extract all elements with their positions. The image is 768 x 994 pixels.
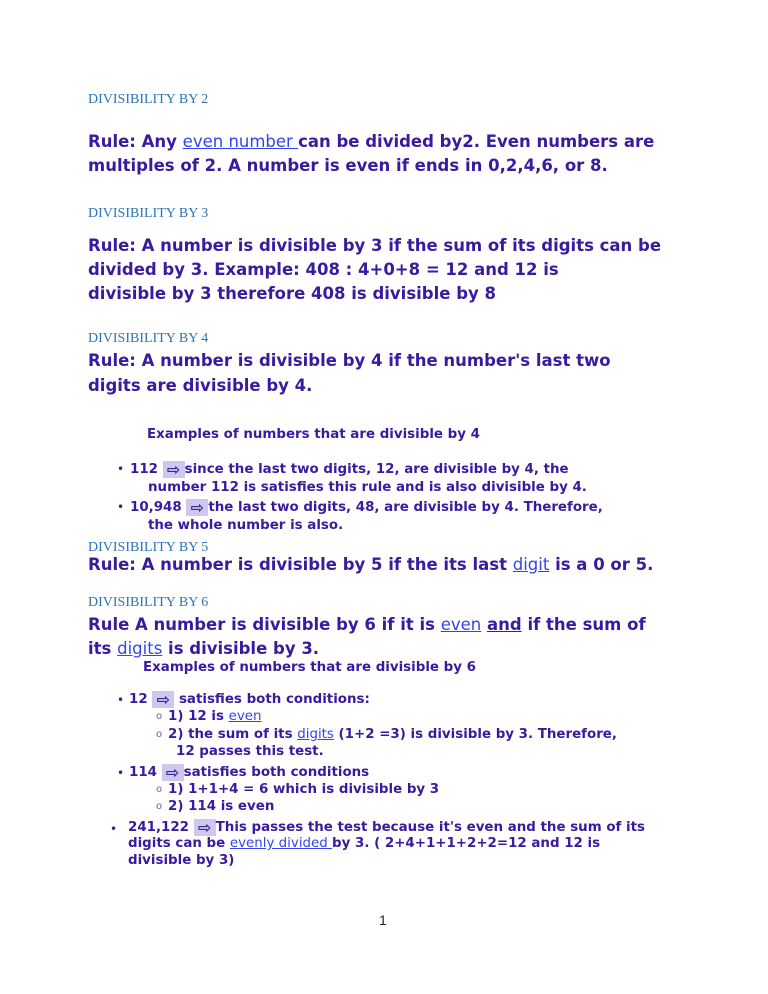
text: 1) 12 is <box>168 709 229 724</box>
rule-3-line-3: divisible by 3 therefore 408 is divisible by 8 <box>88 284 496 303</box>
text: is divisible by 3. <box>162 639 320 658</box>
bullet-icon: • <box>117 500 125 514</box>
text: can be divided by2. Even numbers are <box>298 132 655 151</box>
rule-5 <box>88 555 653 574</box>
heading-div-3: DIVISIBILITY BY 3 <box>88 206 209 221</box>
text: satisfies both conditions: <box>174 692 370 707</box>
arrow-icon: ⇨ <box>194 819 216 836</box>
text: This passes the test because it's even and the sum of its <box>215 820 645 835</box>
ex4-2-line-1 <box>130 499 603 516</box>
arrow-icon: ⇨ <box>163 461 185 478</box>
even-number-link[interactable]: even number <box>182 132 299 151</box>
text: since the last two digits, 12, are divisible by 4, the <box>184 462 569 477</box>
even-link[interactable]: even <box>228 709 262 724</box>
heading-div-4: DIVISIBILITY BY 4 <box>88 331 209 346</box>
arrow-icon: ⇨ <box>162 764 184 781</box>
ex6-2-sub-1: 1) 1+1+4 = 6 which is divisible by 3 <box>168 782 440 797</box>
ex6-2-sub-2: 2) 114 is even <box>168 799 275 814</box>
heading-div-6: DIVISIBILITY BY 6 <box>88 595 209 610</box>
evenly-divided-link[interactable]: evenly divided <box>229 836 333 851</box>
text: Rule: Any <box>88 132 183 151</box>
rule-4-line-1: Rule: A number is divisible by 4 if the number's last two <box>88 351 611 370</box>
text: satisfies both conditions <box>183 765 370 780</box>
text: by 3. ( 2+4+1+1+2+2=12 and 12 is <box>332 836 601 851</box>
ex6-3-line-2 <box>128 836 600 851</box>
examples-title-6: Examples of numbers that are divisible by 6 <box>143 660 476 675</box>
text: Rule: A number is divisible by 5 if the its last <box>88 555 513 574</box>
heading-div-2: DIVISIBILITY BY 2 <box>88 92 209 107</box>
digits-link[interactable]: digits <box>117 639 163 658</box>
number: 241,122 <box>128 820 194 835</box>
digits-link[interactable]: digits <box>297 727 334 742</box>
ex6-1-sub-1 <box>168 709 262 724</box>
rule-3-line-2: divided by 3. Example: 408 : 4+0+8 = 12 and 12 is <box>88 260 559 279</box>
arrow-icon: ⇨ <box>186 499 208 516</box>
ex6-2 <box>129 764 369 781</box>
rule-3-line-1: Rule: A number is divisible by 3 if the sum of its digits can be <box>88 236 662 255</box>
number: 10,948 <box>130 500 187 515</box>
text: if the sum of <box>521 615 646 634</box>
heading-div-5: DIVISIBILITY BY 5 <box>88 540 209 555</box>
ex6-1-sub-2 <box>168 727 617 742</box>
page-number: 1 <box>379 912 387 928</box>
rule-6-line-1 <box>88 615 646 634</box>
bullet-icon: • <box>117 766 125 780</box>
text: digits can be <box>128 836 230 851</box>
ex6-3-line-1 <box>128 819 645 836</box>
ex6-1-sub-2-cont: 12 passes this test. <box>176 744 324 759</box>
sub-bullet-icon: o <box>156 801 163 812</box>
text: Rule A number is divisible by 6 if it is <box>88 615 441 634</box>
number: 112 <box>130 462 163 477</box>
examples-title-4: Examples of numbers that are divisible by 4 <box>147 427 480 442</box>
text: its <box>88 639 118 658</box>
rule-2-line-1 <box>88 132 654 151</box>
sub-bullet-icon: o <box>156 784 163 795</box>
bullet-icon: • <box>110 822 118 836</box>
ex6-1 <box>129 691 370 708</box>
digit-link[interactable]: digit <box>512 555 550 574</box>
bullet-icon: • <box>117 693 125 707</box>
text: 2) the sum of its <box>168 727 298 742</box>
even-link[interactable]: even <box>440 615 482 634</box>
number: 114 <box>129 765 162 780</box>
ex4-2-line-2: the whole number is also. <box>148 518 344 533</box>
bullet-icon: • <box>117 462 125 476</box>
arrow-icon: ⇨ <box>152 691 174 708</box>
text: the last two digits, 48, are divisible by 4. Therefore, <box>208 500 603 515</box>
rule-2-line-2: multiples of 2. A number is even if ends in 0,2,4,6, or 8. <box>88 156 608 175</box>
ex4-1-line-2: number 112 is satisfies this rule and is also divisible by 4. <box>148 480 587 495</box>
sub-bullet-icon: o <box>156 711 163 722</box>
and-text: and <box>487 615 522 634</box>
number: 12 <box>129 692 153 707</box>
text: (1+2 =3) is divisible by 3. Therefore, <box>333 727 617 742</box>
ex4-1-line-1 <box>130 461 569 478</box>
rule-4-line-2: digits are divisible by 4. <box>88 376 313 395</box>
sub-bullet-icon: o <box>156 729 163 740</box>
text: is a 0 or 5. <box>549 555 654 574</box>
rule-6-line-2 <box>88 639 319 658</box>
ex6-3-line-3: divisible by 3) <box>128 853 235 868</box>
